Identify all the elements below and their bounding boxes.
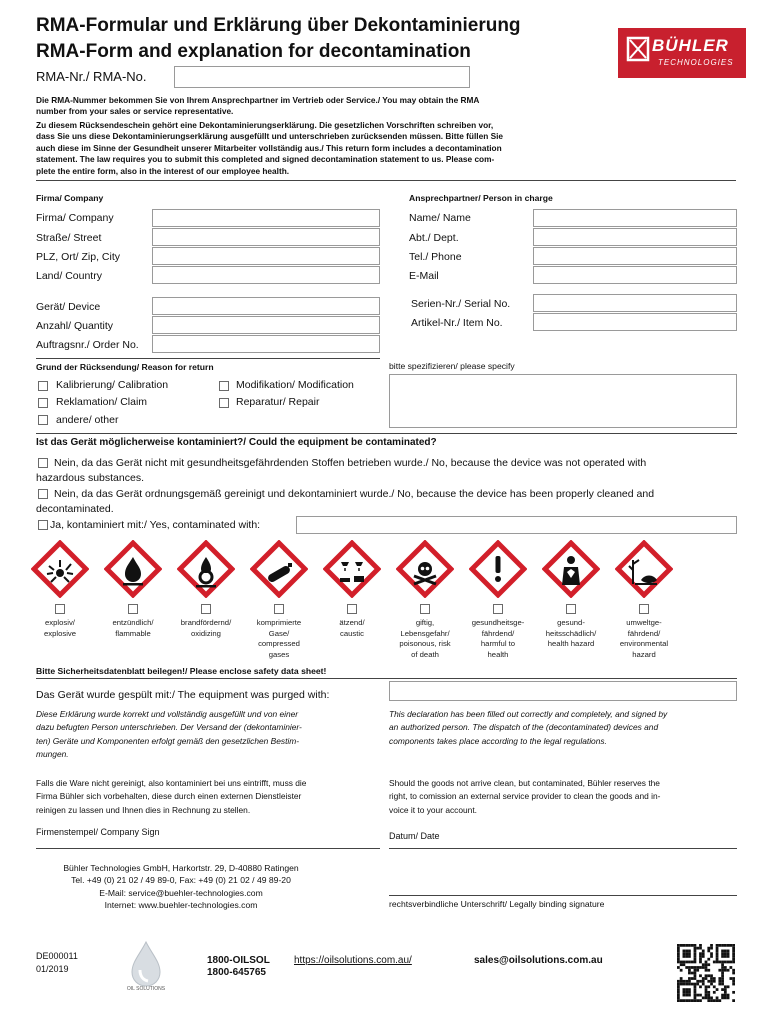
explosive-icon — [31, 540, 89, 598]
street-label: Straße/ Street — [36, 232, 102, 244]
company-header: Firma/ Company — [36, 193, 104, 203]
purged-label: Das Gerät wurde gespült mit:/ The equipment was purged with: — [36, 689, 330, 701]
logo-subtext: TECHNOLOGIES — [658, 58, 734, 67]
contaminated-with-field[interactable] — [296, 516, 737, 534]
section-divider — [36, 433, 737, 434]
hazard-label: komprimierte Gase/ compressed gases — [256, 618, 302, 659]
stamp-line — [36, 848, 380, 849]
hazard-label: giftig, Lebensgefahr/ poisonous, risk of death — [399, 618, 451, 659]
hazard-checkbox[interactable] — [493, 604, 503, 614]
modification-checkbox[interactable] — [219, 381, 229, 391]
other-label: andere/ other — [56, 414, 119, 426]
claim-checkbox[interactable] — [38, 398, 48, 408]
hazard-checkbox[interactable] — [128, 604, 138, 614]
reason-header: Grund der Rücksendung/ Reason for return — [36, 362, 214, 372]
phone-label: Tel./ Phone — [409, 251, 462, 263]
contaminated-checkbox[interactable] — [38, 520, 48, 530]
footer-url-link[interactable]: https://oilsolutions.com.au/ — [294, 955, 412, 966]
oil-solutions-logo: OIL SOLUTIONS — [118, 940, 174, 996]
oil-drop-icon — [118, 940, 174, 988]
date-line — [389, 848, 737, 849]
hazard-checkbox[interactable] — [201, 604, 211, 614]
footer-email-link[interactable]: sales@oilsolutions.com.au — [474, 955, 603, 966]
item-no-field[interactable] — [533, 313, 737, 331]
cleaned-label: Nein, da das Gerät ordnungsgemäß gereinigt und dekontaminiert wurde./ No, because the device has been properly cleaned and decontaminated. — [36, 488, 655, 515]
skull-icon — [396, 540, 454, 598]
phone-field[interactable] — [533, 247, 737, 265]
hazard-label: brandfördernd/ oxidizing — [180, 618, 232, 638]
exclamation-icon — [469, 540, 527, 598]
section-divider — [36, 180, 736, 181]
email-label: E-Mail — [409, 270, 439, 282]
company-address: Bühler Technologies GmbH, Harkortstr. 29, D-40880 Ratingen Tel. +49 (0) 21 02 / 49 89-0, Fax: +49 (0) 21 02 / 49 89-20 E-Mail: service@buehler-technologies.com Internet: www.buehler-technologies.com — [63, 863, 299, 910]
company-name-label: Firma/ Company — [36, 212, 114, 224]
safety-sheet-note: Bitte Sicherheitsdatenblatt beilegen!/ Please enclose safety data sheet! — [36, 666, 327, 676]
hazard-checkbox[interactable] — [420, 604, 430, 614]
footer-phones: 1800-OILSOL 1800-645765 — [207, 955, 270, 978]
reason-specify-field[interactable] — [389, 374, 737, 428]
order-no-label: Auftragsnr./ Order No. — [36, 339, 139, 351]
intro-paragraph-2: Zu diesem Rücksendeschein gehört eine Dekontaminierungserklärung. Die gesetzlichen Vorschriften schreiben vor, dass Sie uns diese Dekontaminierungserklärung ausgefüllt und unterschrieben zurücksenden müssen. Bitte füllen Sie auch diese im Sinne der Gesundheit unserer Mitarbeiter vollständig aus./ This return form includes a decontamination statement. The law requires you to submit this completed and signed decontamination statement to us. Please com- plete the entire form, also in the interest of our employee health. — [36, 120, 504, 176]
device-label: Gerät/ Device — [36, 301, 101, 313]
hazard-checkbox[interactable] — [566, 604, 576, 614]
declaration-de: Diese Erklärung wurde korrekt und vollständig ausgefüllt und von einer dazu befugten Person unterschrieben. Der Versand der (dekontaminier- ten) Geräte und Komponenten erfolgt gemäß den gesetzlichen Bestim- mungen. — [36, 709, 302, 759]
date-label: Datum/ Date — [389, 831, 440, 841]
logo-text: BÜHLER — [652, 36, 729, 55]
purged-with-field[interactable] — [389, 681, 737, 701]
hazard-label: umweltge- fährdend/ environmental hazard — [619, 618, 669, 659]
title-de: RMA-Formular und Erklärung über Dekontaminierung — [36, 15, 521, 36]
contact-name-label: Name/ Name — [409, 212, 471, 224]
country-field[interactable] — [152, 266, 380, 284]
signature-label: rechtsverbindliche Unterschrift/ Legally binding signature — [389, 899, 605, 909]
cleaning-note-en: Should the goods not arrive clean, but contaminated, Bühler reserves the right, to comission an external service provider to clean the goods and in- voice it to your account. — [389, 778, 661, 815]
not-operated-label: Nein, da das Gerät nicht mit gesundheitsgefährdenden Stoffen betrieben wurde./ No, because the device was not operated with hazardous substances. — [36, 457, 647, 484]
hazard-label: gesundheitsge- fährdend/ harmful to health — [471, 618, 525, 659]
contamination-question: Ist das Gerät möglicherweise kontaminiert?/ Could the equipment be contaminated? — [36, 437, 437, 448]
flame-over-circle-icon — [177, 540, 235, 598]
hazard-label: gesund- heitsschädlich/ health hazard — [545, 618, 597, 648]
serial-no-field[interactable] — [533, 294, 737, 312]
rma-number-field[interactable] — [174, 66, 470, 88]
section-divider — [36, 358, 380, 359]
serial-no-label: Serien-Nr./ Serial No. — [411, 298, 511, 310]
country-label: Land/ Country — [36, 270, 102, 282]
calibration-label: Kalibrierung/ Calibration — [56, 379, 169, 391]
repair-checkbox[interactable] — [219, 398, 229, 408]
hazard-checkbox[interactable] — [55, 604, 65, 614]
contact-name-field[interactable] — [533, 209, 737, 227]
hazard-checkbox[interactable] — [639, 604, 649, 614]
cleaning-note-de: Falls die Ware nicht gereinigt, also kontaminiert bei uns eintrifft, muss die Firma Bühler sich vorbehalten, diese durch einen externen Dienstleister reinigen zu lassen und Ihnen dies in Rechnung zu stellen. — [36, 778, 307, 815]
dept-label: Abt./ Dept. — [409, 232, 459, 244]
repair-label: Reparatur/ Repair — [236, 396, 320, 408]
gas-cylinder-icon — [250, 540, 308, 598]
section-divider — [36, 678, 737, 679]
company-stamp-label: Firmenstempel/ Company Sign — [36, 827, 160, 837]
hazard-label: entzündlich/ flammable — [112, 618, 154, 638]
contact-header: Ansprechpartner/ Person in charge — [409, 193, 553, 203]
order-no-field[interactable] — [152, 335, 380, 353]
other-checkbox[interactable] — [38, 415, 48, 425]
claim-label: Reklamation/ Claim — [56, 396, 148, 408]
health-hazard-icon — [542, 540, 600, 598]
buehler-logo — [618, 28, 746, 78]
item-no-label: Artikel-Nr./ Item No. — [411, 317, 503, 329]
qr-code-icon — [677, 944, 735, 1002]
company-name-field[interactable] — [152, 209, 380, 227]
email-field[interactable] — [533, 266, 737, 284]
declaration-en: This declaration has been filled out correctly and completely, and signed by an authorized person. The dispatch of the (decontaminated) devices and components takes place according to the legal regulations. — [389, 709, 668, 746]
rma-label: RMA-Nr./ RMA-No. — [36, 69, 147, 84]
flame-icon — [104, 540, 162, 598]
contaminated-label: Ja, kontaminiert mit:/ Yes, contaminated with: — [50, 519, 261, 531]
environment-icon — [615, 540, 673, 598]
signature-line — [389, 895, 737, 896]
document-id: DE000011 01/2019 — [36, 951, 78, 974]
quantity-field[interactable] — [152, 316, 380, 334]
hazard-label: explosiv/ explosive — [43, 618, 77, 638]
zip-city-label: PLZ, Ort/ Zip, City — [36, 251, 121, 263]
dept-field[interactable] — [533, 228, 737, 246]
modification-label: Modifikation/ Modification — [236, 379, 354, 391]
zip-city-field[interactable] — [152, 247, 380, 265]
corrosion-icon — [323, 540, 381, 598]
hazard-label: ätzend/ caustic — [339, 618, 365, 638]
title-en: RMA-Form and explanation for decontamination — [36, 41, 471, 62]
calibration-checkbox[interactable] — [38, 381, 48, 391]
intro-paragraph-1: Die RMA-Nummer bekommen Sie von Ihrem Ansprechpartner im Vertrieb oder Service./ You may obtain the RMA number from your sales or service representative. — [36, 95, 480, 117]
hazard-checkbox[interactable] — [274, 604, 284, 614]
specify-label: bitte spezifizieren/ please specify — [389, 361, 515, 371]
street-field[interactable] — [152, 228, 380, 246]
device-field[interactable] — [152, 297, 380, 315]
quantity-label: Anzahl/ Quantity — [36, 320, 114, 332]
hazard-checkbox[interactable] — [347, 604, 357, 614]
